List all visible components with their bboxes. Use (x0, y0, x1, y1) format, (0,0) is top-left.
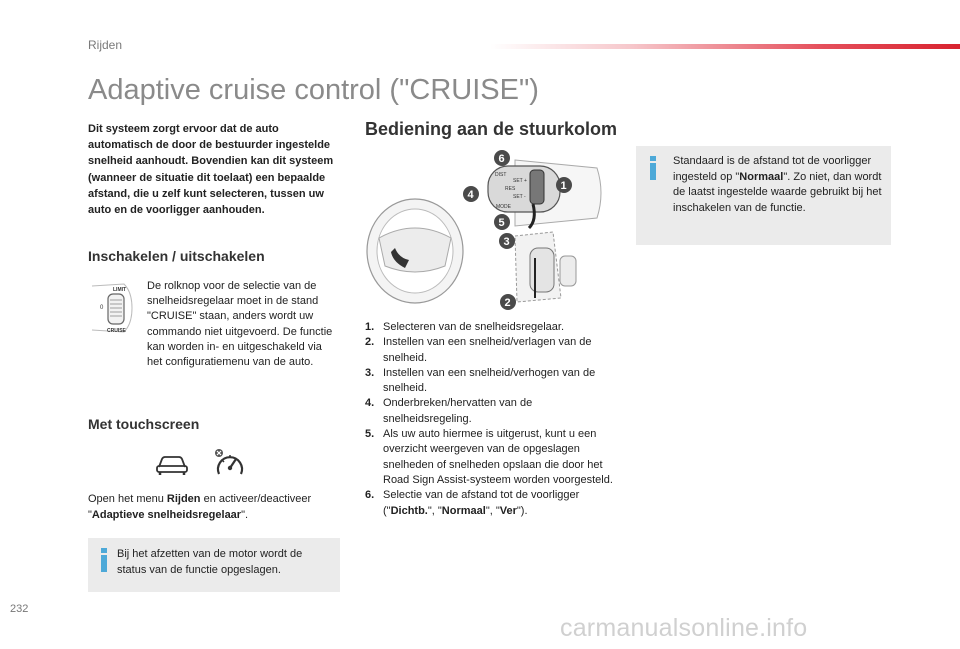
info-text-distance: Standaard is de afstand tot de voorligger ingesteld op "Normaal". Zo niet, dan wordt de laatst ingestelde waarde gebruikt bij het inschakelen van de functie. (673, 155, 882, 214)
heading-on-off: Inschakelen / uitschakelen (88, 248, 265, 264)
lever-set-minus-label: SET - (513, 194, 526, 200)
svg-text:6: 6 (498, 153, 505, 165)
knob-zero-label: 0 (100, 305, 104, 311)
knob-cruise-label: CRUISE (107, 328, 126, 334)
list-item: 3. Instellen van een snelheid/verhogen van de snelheid. (365, 366, 596, 395)
list-item: 5. Als uw auto hiermee is uitgerust, kunt u een overzicht weergeven van de opgeslagen snelheden of snelheden opslaan die door het Road Sign Assist-systeem worden voorgesteld. (365, 428, 613, 486)
knob-limit-label: LIMIT (113, 287, 127, 293)
touchscreen-text: Open het menu Rijden en activeer/deactiveer "Adaptieve snelheidsregelaar". (88, 493, 312, 521)
watermark: carmanualsonline.info (560, 614, 808, 642)
steering-column-diagram (365, 148, 610, 323)
svg-text:4: 4 (467, 189, 474, 201)
svg-text:3: 3 (503, 236, 510, 248)
lever-res-label: RES (505, 186, 516, 192)
page-title: Adaptive cruise control ("CRUISE") (88, 74, 539, 106)
lever-dist-label: DIST (495, 172, 507, 178)
speedometer-icon (213, 448, 247, 478)
info-icon (650, 156, 656, 180)
list-item: 6. Selectie van de afstand tot de voorligger ("Dichtb.", "Normaal", "Ver"). (365, 489, 580, 517)
callout-1 (556, 177, 572, 193)
section-label: Rijden (88, 38, 123, 52)
callout-4 (463, 186, 479, 202)
svg-text:5: 5 (498, 217, 505, 229)
steps-list (365, 320, 620, 519)
option-name: Adaptieve snelheidsregelaar (91, 508, 242, 521)
info-box-distance (636, 146, 891, 245)
car-icon (155, 452, 189, 476)
info-box-motor (88, 538, 340, 592)
callout-2 (500, 294, 516, 310)
heading-steering-column: Bediening aan de stuurkolom (365, 119, 618, 139)
list-item: 1. Selecteren van de snelheidsregelaar. (365, 321, 565, 333)
on-off-text: De rolknop voor de selectie van de snelheidsregelaar moet in de stand "CRUISE" staan, anders wordt uw commando niet uitgevoerd. De functie kan worden in- en uitgeschakeld via het configuratiemenu van de auto. (147, 280, 333, 369)
cruise-selector-knob-image (86, 282, 142, 334)
svg-text:1: 1 (560, 180, 567, 192)
header-accent-bar (490, 44, 960, 49)
list-item: 4. Onderbreken/hervatten van de snelheidsregeling. (365, 397, 533, 425)
lever-mode-label: MODE (496, 204, 511, 210)
info-text-motor: Bij het afzetten van de motor wordt de status van de functie opgeslagen. (117, 548, 303, 576)
callout-6 (494, 150, 510, 166)
callout-5 (494, 214, 510, 230)
lever-set-plus-label: SET + (513, 178, 527, 184)
heading-touchscreen: Met touchscreen (88, 416, 200, 432)
svg-text:2: 2 (504, 297, 511, 309)
menu-name: Rijden (166, 493, 201, 505)
callout-3 (499, 233, 515, 249)
page-number: 232 (10, 603, 29, 615)
list-item: 2. Instellen van een snelheid/verlagen van de snelheid. (365, 336, 592, 364)
intro-text: Dit systeem zorgt ervoor dat de auto automatisch de door de bestuurder ingestelde snelheid aanhoudt. Bovendien kan dit systeem (wanneer de situatie dit toelaat) een bepaalde afstand, die u zelf kunt selecteren, tussen uw auto en de voorligger aanhouden. (88, 123, 334, 217)
info-icon (101, 548, 107, 572)
